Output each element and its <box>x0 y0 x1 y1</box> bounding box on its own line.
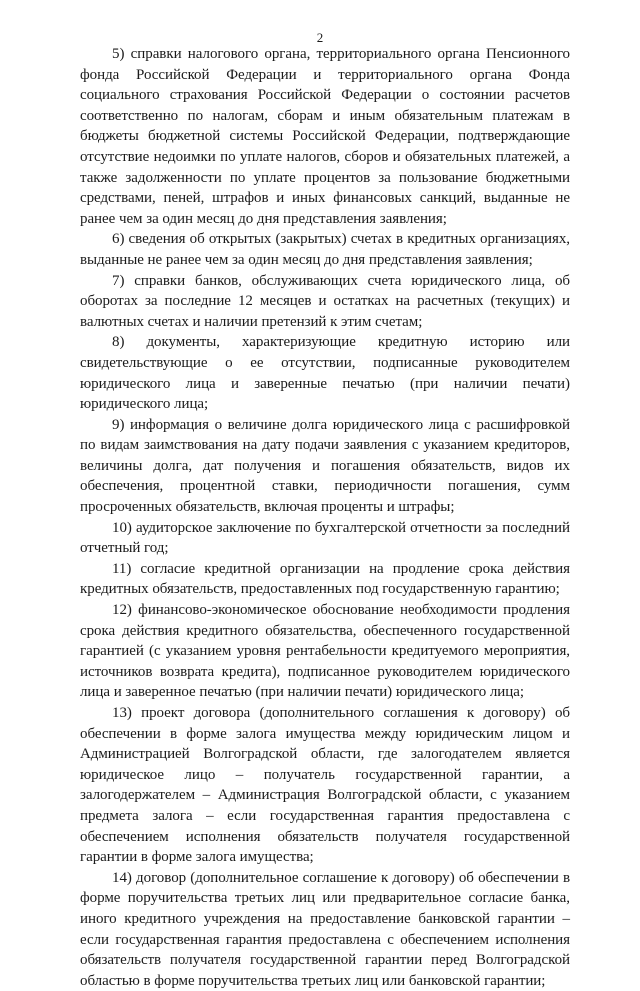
list-item-11: 11) согласие кредитной организации на продление срока действия кредитных обязательств, предоставленных под государственную гарантию; <box>80 560 570 598</box>
list-item-5: 5) справки налогового органа, территориального органа Пенсионного фонда Российской Федерации и территориального органа Фонда социального страхования Российской Федерации о состоянии расчетов соответственно по налогам, сборам и иным обязательным платежам в бюджеты бюджетной системы Российской Федерации, подтверждающие отсутствие недоимки по уплате налогов, сборов и обязательных платежей, а также задолженности по уплате процентов за пользование бюджетными средствами, пеней, штрафов и иных финансовых санкций, выданные не ранее чем за один месяц до дня представления заявления; <box>80 46 570 227</box>
list-item-6: 6) сведения об открытых (закрытых) счетах в кредитных организациях, выданные не ранее чем за один месяц до дня представления заявления; <box>80 231 570 268</box>
page-number: 2 <box>316 30 324 45</box>
list-item-12: 12) финансово-экономическое обоснование необходимости продления срока действия кредитного обязательства, обеспеченного государственной гарантией (с указанием уровня рентабельности кредитуемого мероприятия, источников возврата кредита), подписанное руководителем юридического лица и заверенное печатью (при наличии печати) юридического лица; <box>80 602 570 701</box>
list-item-13: 13) проект договора (дополнительного соглашения к договору) об обеспечении в форме залога имущества между юридическим лицом и Администрацией Волгоградской области, где залогодателем является юридическое лицо – получатель государственной гарантии, а залогодержателем – Администрация Волгоградской области, с указанием предмета залога – если государственная гарантия предоставлена с обеспечением исполнения обязательств получателя государственной гарантии в форме залога имущества; <box>80 705 570 866</box>
list-item-10: 10) аудиторское заключение по бухгалтерской отчетности за последний отчетный год; <box>80 519 570 557</box>
list-item-14: 14) договор (дополнительное соглашение к договору) об обеспечении в форме поручительства третьих лиц или предварительное согласие банка, иного кредитного учреждения на предоставление банковской гарантии – если государственная гарантия предоставлена с обеспечением исполнения обязательств получателя государственной гарантии перед Волгоградской областью в форме поручительства третьих лиц или банковской гарантии; <box>80 869 570 989</box>
list-item-8: 8) документы, характеризующие кредитную историю или свидетельствующие о ее отсутствии, подписанные руководителем юридического лица и заверенные печатью (при наличии печати) юридического лица; <box>80 334 570 413</box>
list-item-7: 7) справки банков, обслуживающих счета юридического лица, об оборотах за последние 12 месяцев и остатках на расчетных (текущих) и валютных счетах и наличии претензий к этим счетам; <box>80 272 570 330</box>
document-body <box>80 44 570 991</box>
list-item-9: 9) информация о величине долга юридического лица с расшифровкой по видам заимствования на дату подачи заявления с указанием кредиторов, величины долга, дат получения и погашения обязательств, видов их обеспечения, процентной ставки, периодичности погашения, сумм просроченных обязательств, включая проценты и штрафы; <box>80 416 570 516</box>
